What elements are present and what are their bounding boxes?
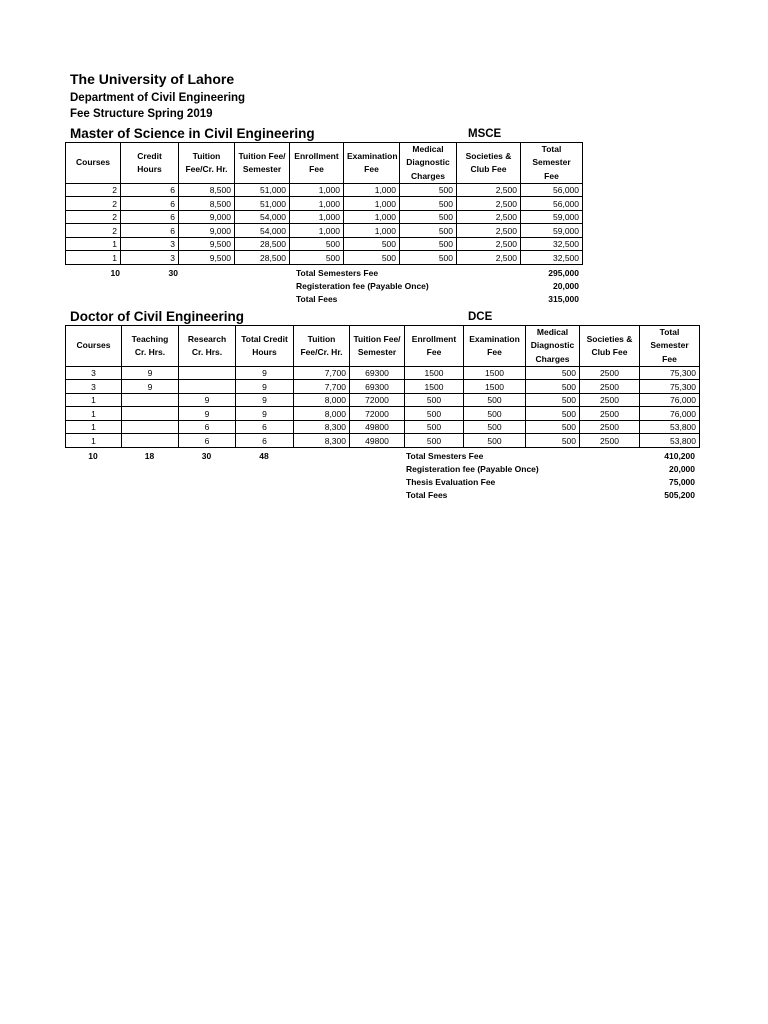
dce-summary-label: Registeration fee (Payable Once) <box>406 464 539 474</box>
dce-table-cell <box>122 407 179 421</box>
msce-col-header: Tuition Fee/ Semester <box>235 143 290 184</box>
dce-code: DCE <box>468 311 493 323</box>
dce-table-cell: 9 <box>122 366 179 380</box>
msce-table-cell: 28,500 <box>235 237 290 251</box>
dce-table-cell: 500 <box>526 434 580 448</box>
dce-table-cell: 76,000 <box>640 407 700 421</box>
msce-table-cell: 2,500 <box>457 224 521 238</box>
msce-summary-value: 20,000 <box>553 281 579 291</box>
fee-structure-title: Fee Structure Spring 2019 <box>70 108 213 120</box>
dce-table-cell: 500 <box>405 393 464 407</box>
dce-table-cell: 53,800 <box>640 434 700 448</box>
dce-table-cell: 2500 <box>580 407 640 421</box>
dce-table-cell <box>122 434 179 448</box>
dce-summary-value: 20,000 <box>669 464 695 474</box>
dce-fee-table <box>65 325 700 448</box>
msce-table-cell: 2 <box>66 224 121 238</box>
msce-summary-value: 315,000 <box>548 294 579 304</box>
msce-table-cell: 500 <box>344 251 400 265</box>
dce-summary-value: 410,200 <box>664 451 695 461</box>
msce-table-cell: 500 <box>400 183 457 197</box>
dce-table-cell: 9 <box>179 393 236 407</box>
dce-table-cell: 7,700 <box>294 380 350 394</box>
msce-table-cell: 56,000 <box>521 183 583 197</box>
msce-table-cell: 6 <box>121 183 179 197</box>
msce-table-cell: 59,000 <box>521 210 583 224</box>
dce-table-cell: 500 <box>526 393 580 407</box>
msce-col-header: Enrollment Fee <box>290 143 344 184</box>
msce-table-row <box>66 224 583 238</box>
msce-table-cell: 54,000 <box>235 224 290 238</box>
msce-table-cell: 1,000 <box>290 210 344 224</box>
msce-total-credit-hours: 30 <box>168 268 178 278</box>
msce-table-row <box>66 237 583 251</box>
msce-table-cell: 500 <box>344 237 400 251</box>
dce-table-cell: 3 <box>66 380 122 394</box>
university-name: The University of Lahore <box>70 71 235 87</box>
dce-col-header: Tuition Fee/Cr. Hr. <box>294 326 350 367</box>
dce-table-cell: 1500 <box>464 366 526 380</box>
msce-col-header: Total Semester Fee <box>521 143 583 184</box>
msce-summary-label: Total Fees <box>296 294 338 304</box>
dce-total-research: 30 <box>201 451 212 461</box>
msce-table-cell: 1,000 <box>344 224 400 238</box>
dce-summary-value: 75,000 <box>669 477 695 487</box>
dce-table-cell: 500 <box>464 407 526 421</box>
dce-col-header: Tuition Fee/ Semester <box>350 326 405 367</box>
msce-table-cell: 1,000 <box>344 183 400 197</box>
dce-table-cell: 500 <box>526 420 580 434</box>
msce-table-cell: 56,000 <box>521 197 583 211</box>
dce-table-cell: 69300 <box>350 366 405 380</box>
dce-summary-label: Total Fees <box>406 490 448 500</box>
msce-table-cell: 9,000 <box>179 224 235 238</box>
msce-table-cell: 2,500 <box>457 251 521 265</box>
msce-table-cell: 1 <box>66 251 121 265</box>
msce-table-cell: 500 <box>290 237 344 251</box>
dce-col-header: Research Cr. Hrs. <box>179 326 236 367</box>
dce-table-cell: 6 <box>236 420 294 434</box>
dce-table-cell: 8,000 <box>294 407 350 421</box>
dce-table-row <box>66 434 700 448</box>
msce-table-cell: 500 <box>400 197 457 211</box>
msce-table-cell: 2 <box>66 197 121 211</box>
dce-table-cell: 72000 <box>350 407 405 421</box>
dce-col-header: Teaching Cr. Hrs. <box>122 326 179 367</box>
dce-table-cell: 7,700 <box>294 366 350 380</box>
dce-table-cell: 9 <box>122 380 179 394</box>
msce-header-row <box>66 143 583 184</box>
dce-table-cell: 8,300 <box>294 420 350 434</box>
dce-table-row <box>66 366 700 380</box>
msce-table-cell: 1,000 <box>344 197 400 211</box>
msce-table-cell: 1,000 <box>290 224 344 238</box>
msce-title: Master of Science in Civil Engineering <box>70 126 315 141</box>
msce-table-cell: 2,500 <box>457 237 521 251</box>
msce-col-header: Courses <box>66 143 121 184</box>
dce-table-cell: 8,300 <box>294 434 350 448</box>
msce-col-header: Tuition Fee/Cr. Hr. <box>179 143 235 184</box>
msce-col-header: Medical Diagnostic Charges <box>400 143 457 184</box>
msce-summary-label: Total Semesters Fee <box>296 268 379 278</box>
dce-table-cell: 500 <box>526 366 580 380</box>
dce-table-cell: 1 <box>66 393 122 407</box>
dce-table-cell: 9 <box>179 407 236 421</box>
dce-table-cell: 69300 <box>350 380 405 394</box>
dce-table-cell: 75,300 <box>640 366 700 380</box>
dce-col-header: Courses <box>66 326 122 367</box>
msce-table-cell: 500 <box>400 210 457 224</box>
msce-table-cell: 8,500 <box>179 183 235 197</box>
msce-table-row <box>66 183 583 197</box>
msce-table-cell: 500 <box>400 251 457 265</box>
dce-table-cell: 1500 <box>464 380 526 394</box>
msce-table-cell: 2,500 <box>457 210 521 224</box>
dce-table-cell: 500 <box>464 434 526 448</box>
dce-col-header: Total Credit Hours <box>236 326 294 367</box>
msce-table-cell: 1,000 <box>290 183 344 197</box>
msce-table-cell: 6 <box>121 210 179 224</box>
dce-table-cell <box>179 380 236 394</box>
dce-table-cell: 72000 <box>350 393 405 407</box>
dce-table-row <box>66 393 700 407</box>
dce-col-header: Examination Fee <box>464 326 526 367</box>
department-name: Department of Civil Engineering <box>70 92 246 104</box>
msce-table-cell: 6 <box>121 224 179 238</box>
dce-table-cell: 500 <box>405 420 464 434</box>
msce-table-cell: 2 <box>66 210 121 224</box>
msce-col-header: Societies & Club Fee <box>457 143 521 184</box>
dce-title: Doctor of Civil Engineering <box>70 309 245 324</box>
msce-fee-table <box>65 142 583 265</box>
msce-code: MSCE <box>468 128 502 140</box>
dce-table-cell: 500 <box>464 393 526 407</box>
dce-col-header: Enrollment Fee <box>405 326 464 367</box>
msce-table-row <box>66 197 583 211</box>
msce-table-cell: 2,500 <box>457 197 521 211</box>
dce-table-cell: 1500 <box>405 380 464 394</box>
dce-table-cell: 2500 <box>580 434 640 448</box>
dce-table-cell: 9 <box>236 380 294 394</box>
dce-total-credit-hours: 48 <box>259 451 269 461</box>
dce-table-cell: 2500 <box>580 366 640 380</box>
msce-table-row <box>66 210 583 224</box>
dce-table-cell: 6 <box>236 434 294 448</box>
dce-table-cell: 49800 <box>350 434 405 448</box>
dce-summary-value: 505,200 <box>664 490 695 500</box>
dce-table-cell: 6 <box>179 420 236 434</box>
msce-summary-value: 295,000 <box>548 268 579 278</box>
dce-table-cell <box>122 393 179 407</box>
dce-table-row <box>66 420 700 434</box>
dce-table-cell: 6 <box>179 434 236 448</box>
msce-table-cell: 500 <box>400 237 457 251</box>
dce-table-row <box>66 380 700 394</box>
dce-table-cell: 1500 <box>405 366 464 380</box>
msce-col-header: Credit Hours <box>121 143 179 184</box>
msce-table-cell: 51,000 <box>235 197 290 211</box>
msce-table-cell: 9,500 <box>179 251 235 265</box>
dce-header-row <box>66 326 700 367</box>
dce-table-cell: 1 <box>66 420 122 434</box>
msce-table-cell: 1,000 <box>344 210 400 224</box>
dce-table-cell: 53,800 <box>640 420 700 434</box>
msce-table-cell: 51,000 <box>235 183 290 197</box>
msce-col-header: Examination Fee <box>344 143 400 184</box>
dce-table-cell: 500 <box>464 420 526 434</box>
dce-table-cell: 500 <box>526 407 580 421</box>
msce-table-cell: 6 <box>121 197 179 211</box>
dce-table-cell: 76,000 <box>640 393 700 407</box>
dce-table-cell: 9 <box>236 407 294 421</box>
dce-table-cell: 8,000 <box>294 393 350 407</box>
msce-table-cell: 500 <box>400 224 457 238</box>
msce-table-cell: 2 <box>66 183 121 197</box>
msce-table-cell: 3 <box>121 251 179 265</box>
msce-table-cell: 28,500 <box>235 251 290 265</box>
msce-table-cell: 32,500 <box>521 237 583 251</box>
dce-table-cell: 49800 <box>350 420 405 434</box>
msce-table-cell: 1,000 <box>290 197 344 211</box>
dce-table-cell: 9 <box>236 366 294 380</box>
dce-table-cell <box>122 420 179 434</box>
dce-col-header: Societies & Club Fee <box>580 326 640 367</box>
dce-total-teaching: 18 <box>144 451 155 461</box>
msce-table-cell: 500 <box>290 251 344 265</box>
dce-table-cell <box>179 366 236 380</box>
dce-table-cell: 2500 <box>580 380 640 394</box>
dce-table-row <box>66 407 700 421</box>
dce-table-cell: 500 <box>405 434 464 448</box>
dce-total-courses: 10 <box>88 451 98 461</box>
dce-col-header: Total Semester Fee <box>640 326 700 367</box>
dce-table-cell: 75,300 <box>640 380 700 394</box>
dce-col-header: Medical Diagnostic Charges <box>526 326 580 367</box>
dce-summary-label: Thesis Evaluation Fee <box>406 477 496 487</box>
msce-table-cell: 59,000 <box>521 224 583 238</box>
msce-table-cell: 1 <box>66 237 121 251</box>
msce-total-courses: 10 <box>110 268 120 278</box>
msce-table-cell: 32,500 <box>521 251 583 265</box>
dce-table-cell: 500 <box>526 380 580 394</box>
dce-summary-label: Total Smesters Fee <box>406 451 484 461</box>
dce-table-cell: 3 <box>66 366 122 380</box>
dce-table-cell: 500 <box>405 407 464 421</box>
msce-table-cell: 3 <box>121 237 179 251</box>
msce-table-cell: 54,000 <box>235 210 290 224</box>
dce-table-cell: 9 <box>236 393 294 407</box>
dce-table-cell: 2500 <box>580 420 640 434</box>
dce-table-cell: 1 <box>66 407 122 421</box>
msce-table-cell: 9,500 <box>179 237 235 251</box>
msce-table-cell: 2,500 <box>457 183 521 197</box>
dce-table-cell: 1 <box>66 434 122 448</box>
msce-table-cell: 9,000 <box>179 210 235 224</box>
dce-table-cell: 2500 <box>580 393 640 407</box>
msce-summary-label: Registeration fee (Payable Once) <box>296 281 429 291</box>
msce-table-cell: 8,500 <box>179 197 235 211</box>
msce-table-row <box>66 251 583 265</box>
